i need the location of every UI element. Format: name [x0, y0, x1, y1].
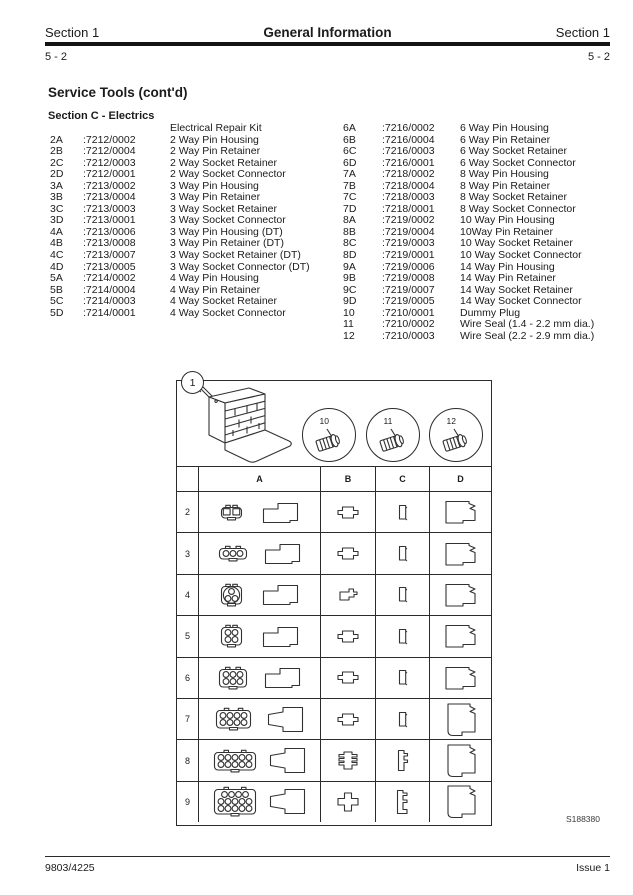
pin-housing-views: [198, 533, 320, 573]
page-number-left: 5 - 2: [45, 51, 68, 63]
parts-row: [343, 146, 613, 158]
parts-desc: 3 Way Pin Retainer: [170, 191, 261, 204]
parts-desc: 8 Way Pin Housing: [460, 168, 549, 181]
parts-list-left: [50, 123, 335, 319]
connector-matrix-table: [177, 466, 491, 822]
parts-part: :7219/0005: [382, 295, 435, 308]
socket-connector-view: [429, 699, 491, 739]
parts-ref: 5A: [50, 272, 63, 285]
parts-desc: 14 Way Socket Connector: [460, 295, 582, 308]
header-rule: [45, 42, 610, 46]
parts-ref: 5C: [50, 295, 64, 308]
parts-desc: 6 Way Pin Housing: [460, 122, 549, 134]
parts-desc: 8 Way Socket Connector: [460, 202, 576, 215]
parts-desc: 6 Way Socket Retainer: [460, 145, 567, 158]
parts-part: :7213/0001: [83, 214, 136, 227]
parts-part: :7214/0002: [83, 272, 136, 285]
parts-part: :7213/0003: [83, 202, 136, 215]
parts-part: :7218/0004: [382, 179, 435, 192]
figure-row-number: 6: [184, 672, 190, 683]
publication-number: 9803/4225: [45, 862, 95, 874]
parts-ref: 3A: [50, 179, 63, 192]
pin-retainer-view: [320, 699, 375, 739]
socket-retainer-view: [375, 699, 429, 739]
figure-row-5: [177, 615, 491, 656]
parts-ref: 7A: [343, 168, 356, 181]
parts-row: [343, 273, 613, 285]
parts-desc: 10Way Pin Retainer: [460, 225, 553, 238]
footer-rule: [45, 856, 610, 857]
parts-part: :7216/0001: [382, 156, 435, 169]
parts-ref: 3D: [50, 214, 64, 227]
socket-connector-view: [429, 616, 491, 656]
parts-desc: 14 Way Pin Retainer: [460, 272, 556, 285]
parts-ref: 10: [343, 306, 355, 319]
parts-part: :7218/0003: [382, 191, 435, 204]
socket-connector-view: [429, 533, 491, 573]
socket-connector-view: [429, 575, 491, 615]
page-title: Service Tools (cont'd): [48, 85, 188, 100]
parts-desc: 2 Way Socket Connector: [170, 168, 286, 181]
parts-ref: 6D: [343, 156, 357, 169]
parts-desc: 14 Way Pin Housing: [460, 260, 555, 273]
socket-retainer-view: [375, 740, 429, 780]
figure-callout-badge: [181, 371, 204, 394]
figure-row-4: [177, 574, 491, 615]
wire-seal-plug-icon: [435, 425, 477, 458]
parts-ref: 5D: [50, 306, 64, 319]
parts-part: :7219/0007: [382, 283, 435, 296]
figure-column-label-c: C: [375, 467, 429, 491]
wire-seal-plug-icon: [308, 425, 350, 458]
parts-part: :7219/0004: [382, 225, 435, 238]
parts-desc: 3 Way Pin Housing: [170, 179, 259, 192]
parts-desc: 3 Way Pin Housing (DT): [170, 225, 283, 238]
parts-ref: 8B: [343, 225, 356, 238]
parts-desc: 3 Way Socket Connector: [170, 214, 286, 227]
parts-ref: 2B: [50, 145, 63, 158]
parts-row: [343, 331, 613, 343]
parts-row: [343, 123, 613, 135]
figure-top-section: [177, 376, 491, 466]
figure-row-number: 7: [184, 714, 190, 725]
parts-desc: 6 Way Socket Connector: [460, 156, 576, 169]
parts-part: :7219/0006: [382, 260, 435, 273]
repair-kit-case-illustration: [187, 383, 307, 470]
parts-ref: 6A: [343, 122, 356, 134]
figure-row-number: 8: [184, 755, 190, 766]
parts-part: :7212/0004: [83, 145, 136, 158]
parts-ref: 5B: [50, 283, 63, 296]
socket-retainer-view: [375, 616, 429, 656]
parts-part: :7219/0003: [382, 237, 435, 250]
socket-connector-view: [429, 658, 491, 698]
parts-ref: 7C: [343, 191, 357, 204]
parts-part: :7219/0008: [382, 272, 435, 285]
parts-part: :7213/0004: [83, 191, 136, 204]
figure-row-9: [177, 781, 491, 822]
parts-part: :7213/0006: [83, 225, 136, 238]
figure-row-number: 4: [184, 589, 190, 600]
parts-desc: 3 Way Socket Retainer: [170, 202, 277, 215]
parts-ref: 8A: [343, 214, 356, 227]
parts-part: :7218/0001: [382, 202, 435, 215]
pin-housing-views: [198, 782, 320, 822]
pin-housing-views: [198, 699, 320, 739]
header-section-right: Section 1: [555, 25, 610, 40]
parts-desc: 8 Way Socket Retainer: [460, 191, 567, 204]
page-header: [45, 25, 610, 40]
parts-ref: 9C: [343, 283, 357, 296]
figure-row-number: 5: [184, 631, 190, 642]
parts-row: [343, 169, 613, 181]
parts-desc: 10 Way Socket Connector: [460, 249, 582, 262]
wire-seal-number: 11: [383, 416, 393, 426]
page-footer: [45, 862, 610, 874]
figure-column-label-d: D: [429, 467, 491, 491]
page-number-right: 5 - 2: [587, 51, 610, 63]
socket-retainer-view: [375, 533, 429, 573]
socket-connector-view: [429, 492, 491, 532]
pin-retainer-view: [320, 533, 375, 573]
pin-retainer-view: [320, 575, 375, 615]
parts-ref: 8C: [343, 237, 357, 250]
parts-desc: 2 Way Pin Retainer: [170, 145, 261, 158]
pin-retainer-view: [320, 782, 375, 822]
parts-desc: 4 Way Pin Retainer: [170, 283, 261, 296]
parts-part: :7216/0004: [382, 133, 435, 146]
parts-part: :7213/0008: [83, 237, 136, 250]
wire-seal-detail-circle: [366, 408, 420, 462]
parts-desc: 4 Way Socket Retainer: [170, 295, 277, 308]
wire-seal-number: 10: [319, 416, 329, 426]
parts-ref: [50, 123, 83, 135]
parts-ref: 4B: [50, 237, 63, 250]
parts-ref: 8D: [343, 249, 357, 262]
pin-housing-views: [198, 740, 320, 780]
figure-column-label-a: A: [198, 467, 320, 491]
page-number-row: [45, 51, 610, 63]
figure-callout-number: 1: [189, 376, 196, 389]
parts-part: :7213/0007: [83, 249, 136, 262]
parts-ref: 4A: [50, 225, 63, 238]
pin-housing-views: [198, 616, 320, 656]
parts-desc: 8 Way Pin Retainer: [460, 179, 551, 192]
figure-column-label-b: B: [320, 467, 375, 491]
parts-part: :7216/0002: [382, 122, 435, 134]
header-section-left: Section 1: [45, 25, 100, 40]
parts-part: [83, 123, 170, 135]
socket-connector-view: [429, 740, 491, 780]
parts-row: [50, 308, 335, 320]
parts-ref: 9A: [343, 260, 356, 273]
pin-retainer-view: [320, 740, 375, 780]
wire-seal-detail-circle: [302, 408, 356, 462]
parts-ref: 3C: [50, 202, 64, 215]
parts-ref: 2D: [50, 168, 64, 181]
parts-ref: 4C: [50, 249, 64, 262]
wire-seal-plug-icon: [372, 425, 414, 458]
parts-desc: 4 Way Pin Housing: [170, 272, 259, 285]
parts-part: :7212/0002: [83, 133, 136, 146]
parts-part: :7212/0001: [83, 168, 136, 181]
parts-part: :7210/0002: [382, 318, 435, 331]
parts-desc: 10 Way Socket Retainer: [460, 237, 573, 250]
parts-part: :7214/0004: [83, 283, 136, 296]
parts-row: [50, 273, 335, 285]
parts-row: [50, 123, 335, 135]
socket-connector-view: [429, 782, 491, 822]
parts-ref: 9B: [343, 272, 356, 285]
figure-row-6: [177, 657, 491, 698]
issue-number: Issue 1: [576, 862, 610, 874]
parts-row: [50, 250, 335, 262]
pin-retainer-view: [320, 658, 375, 698]
parts-desc: 2 Way Pin Housing: [170, 133, 259, 146]
parts-part: :7216/0003: [382, 145, 435, 158]
parts-part: :7214/0001: [83, 306, 136, 319]
pin-housing-views: [198, 575, 320, 615]
figure-reference-code: S188380: [565, 814, 600, 824]
parts-part: :7213/0002: [83, 179, 136, 192]
parts-desc: Dummy Plug: [460, 306, 521, 319]
parts-part: :7213/0005: [83, 260, 136, 273]
parts-desc: Wire Seal (2.2 - 2.9 mm dia.): [460, 329, 595, 342]
pin-retainer-view: [320, 616, 375, 656]
figure-electrical-repair-kit: [176, 376, 492, 826]
parts-part: :7210/0001: [382, 306, 435, 319]
wire-seal-detail-circle: [429, 408, 483, 462]
parts-desc: 4 Way Socket Connector: [170, 306, 286, 319]
figure-row-number: 9: [184, 796, 190, 807]
parts-ref: 7D: [343, 202, 357, 215]
parts-ref: 2A: [50, 133, 63, 146]
parts-row: [50, 169, 335, 181]
parts-desc: 3 Way Socket Connector (DT): [170, 260, 310, 273]
parts-part: :7219/0002: [382, 214, 435, 227]
pin-housing-views: [198, 658, 320, 698]
parts-desc: 3 Way Pin Retainer (DT): [170, 237, 284, 250]
parts-part: :7214/0003: [83, 295, 136, 308]
parts-part: :7212/0003: [83, 156, 136, 169]
socket-retainer-view: [375, 575, 429, 615]
parts-ref: 6C: [343, 145, 357, 158]
parts-ref: 7B: [343, 179, 356, 192]
figure-header-corner: [177, 467, 198, 491]
parts-ref: 12: [343, 329, 355, 342]
parts-list-right: [343, 123, 613, 342]
figure-row-number: 2: [184, 507, 190, 518]
parts-ref: 9D: [343, 295, 357, 308]
parts-desc: Wire Seal (1.4 - 2.2 mm dia.): [460, 318, 595, 331]
socket-retainer-view: [375, 658, 429, 698]
parts-ref: 11: [343, 318, 354, 331]
figure-row-2: [177, 491, 491, 532]
parts-row: [343, 250, 613, 262]
wire-seal-number: 12: [446, 416, 456, 426]
parts-ref: 3B: [50, 191, 63, 204]
section-heading: Section C - Electrics: [48, 110, 155, 122]
header-title: General Information: [263, 25, 392, 40]
parts-part: :7218/0002: [382, 168, 435, 181]
parts-row: [50, 146, 335, 158]
figure-row-3: [177, 532, 491, 573]
socket-retainer-view: [375, 492, 429, 532]
parts-ref: 6B: [343, 133, 356, 146]
figure-row-8: [177, 739, 491, 780]
parts-desc: 10 Way Pin Housing: [460, 214, 555, 227]
pin-housing-views: [198, 492, 320, 532]
parts-ref: 4D: [50, 260, 64, 273]
figure-row-number: 3: [184, 548, 190, 559]
socket-retainer-view: [375, 782, 429, 822]
parts-ref: 2C: [50, 156, 64, 169]
parts-desc: 14 Way Socket Retainer: [460, 283, 573, 296]
parts-part: :7210/0003: [382, 329, 435, 342]
parts-part: :7219/0001: [382, 249, 435, 262]
figure-row-7: [177, 698, 491, 739]
parts-desc: 2 Way Socket Retainer: [170, 156, 277, 169]
parts-desc: 3 Way Socket Retainer (DT): [170, 249, 301, 262]
parts-desc: Electrical Repair Kit: [170, 122, 262, 134]
parts-desc: 6 Way Pin Retainer: [460, 133, 551, 146]
pin-retainer-view: [320, 492, 375, 532]
